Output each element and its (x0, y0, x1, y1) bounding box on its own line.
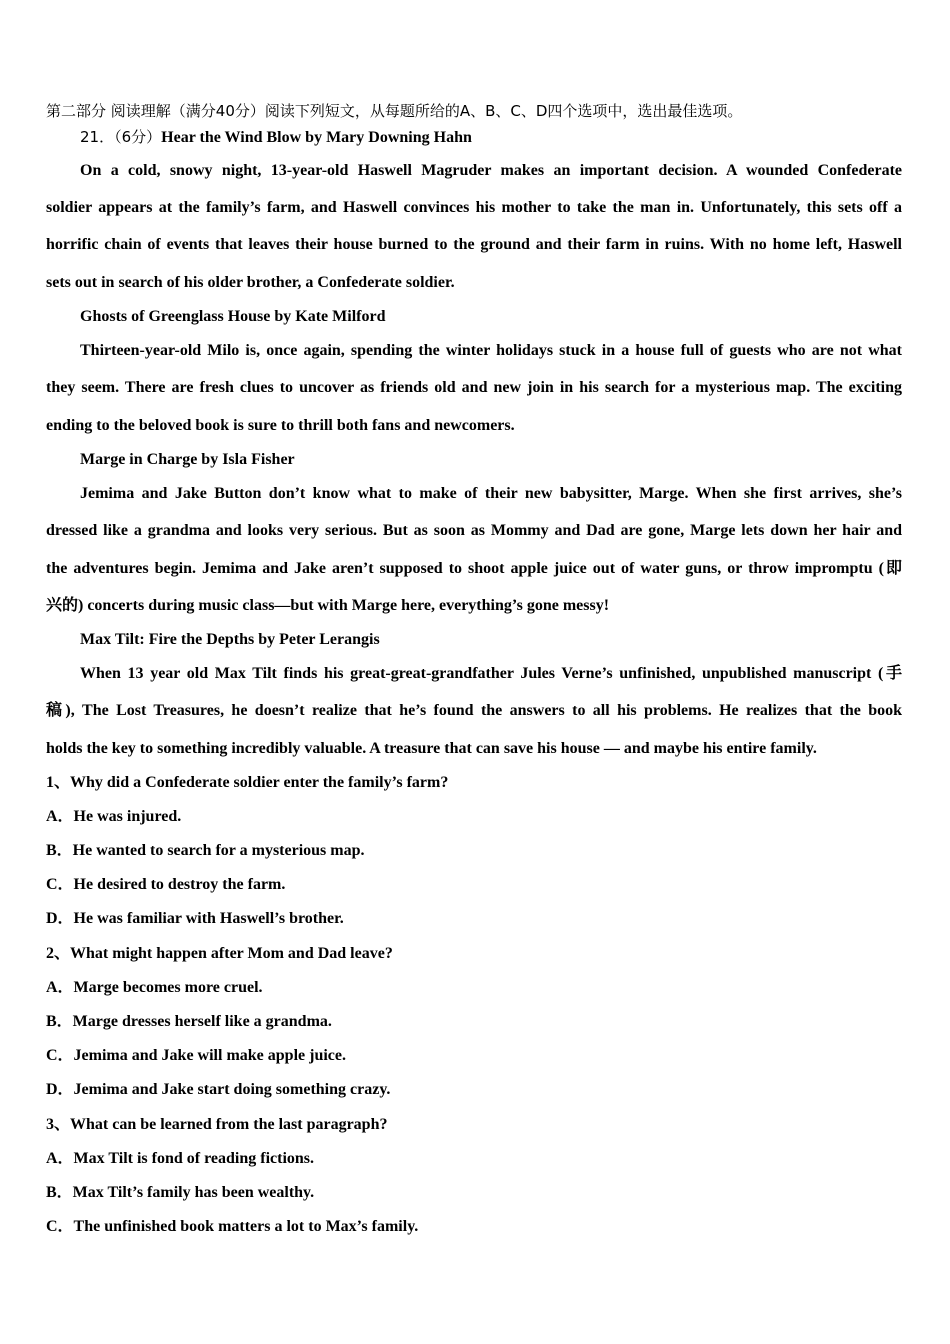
question-heading (80, 127, 472, 148)
book2-line-1: Thirteen-year-old Milo is, once again, spending the winter holidays stuck in a house full of guests who are not what (80, 342, 902, 359)
book3-line-2: dressed like a grandma and looks very serious. But as soon as Mommy and Dad are gone, Marge lets down her hair and (46, 522, 902, 539)
book-title-3: Marge in Charge by Isla Fisher (80, 451, 295, 468)
book4-line-1: When 13 year old Max Tilt finds his great-great-grandfather Jules Verne’s unfinished, unpublished manuscript (手 (80, 665, 902, 682)
question-2-option-c: C．Jemima and Jake will make apple juice. (46, 1047, 346, 1064)
question-2-option-a: A．Marge becomes more cruel. (46, 979, 263, 996)
book3-line-3: the adventures begin. Jemima and Jake aren’t supposed to shoot apple juice out of water guns, or throw impromptu (即 (46, 560, 902, 577)
question-1-stem: 1、Why did a Confederate soldier enter the family’s farm? (46, 774, 449, 791)
question-2-stem: 2、What might happen after Mom and Dad leave? (46, 945, 393, 962)
book4-line-2: 稿), The Lost Treasures, he doesn’t realize that he’s found the answers to all his problems. He realizes that the book (46, 702, 902, 719)
question-3-option-a: A．Max Tilt is fond of reading fictions. (46, 1150, 315, 1167)
book1-line-3: horrific chain of events that leaves their house burned to the ground and their farm in ruins. With no home left, Haswell (46, 236, 902, 253)
book1-line-2: soldier appears at the family’s farm, and Haswell convinces his mother to take the man in. Unfortunately, this sets off a (46, 199, 902, 216)
question-1-option-a: A．He was injured. (46, 808, 182, 825)
book-title-2: Ghosts of Greenglass House by Kate Milford (80, 308, 386, 325)
section-header: 第二部分 阅读理解（满分40分）阅读下列短文，从每题所给的A、B、C、D四个选项中，选出最佳选项。 (46, 102, 743, 120)
question-3-option-c: C．The unfinished book matters a lot to Max’s family. (46, 1218, 419, 1235)
book2-line-3: ending to the beloved book is sure to thrill both fans and newcomers. (46, 417, 515, 434)
book3-line-1: Jemima and Jake Button don’t know what to make of their new babysitter, Marge. When she first arrives, she’s (80, 485, 902, 502)
question-number: 21．（6分） (80, 128, 162, 146)
question-1-option-b: B．He wanted to search for a mysterious map. (46, 842, 365, 859)
book-title-4: Max Tilt: Fire the Depths by Peter Lerangis (80, 631, 380, 648)
book2-line-2: they seem. There are fresh clues to uncover as friends old and new join in his search for a mysterious map. The exciting (46, 379, 902, 396)
question-3-stem: 3、What can be learned from the last paragraph? (46, 1116, 388, 1133)
book3-line-4: 兴的) concerts during music class—but with Marge here, everything’s gone messy! (46, 597, 610, 614)
book-title-1: Hear the Wind Blow by Mary Downing Hahn (161, 129, 472, 146)
book1-line-4: sets out in search of his older brother, a Confederate soldier. (46, 274, 455, 291)
book4-line-3: holds the key to something incredibly valuable. A treasure that can save his house — and maybe his entire family. (46, 740, 817, 757)
book1-line-1: On a cold, snowy night, 13-year-old Haswell Magruder makes an important decision. A wounded Confederate (80, 162, 902, 179)
question-1-option-d: D．He was familiar with Haswell’s brother. (46, 910, 344, 927)
question-3-option-b: B．Max Tilt’s family has been wealthy. (46, 1184, 315, 1201)
question-2-option-b: B．Marge dresses herself like a grandma. (46, 1013, 332, 1030)
question-1-option-c: C．He desired to destroy the farm. (46, 876, 286, 893)
question-2-option-d: D．Jemima and Jake start doing something crazy. (46, 1081, 391, 1098)
